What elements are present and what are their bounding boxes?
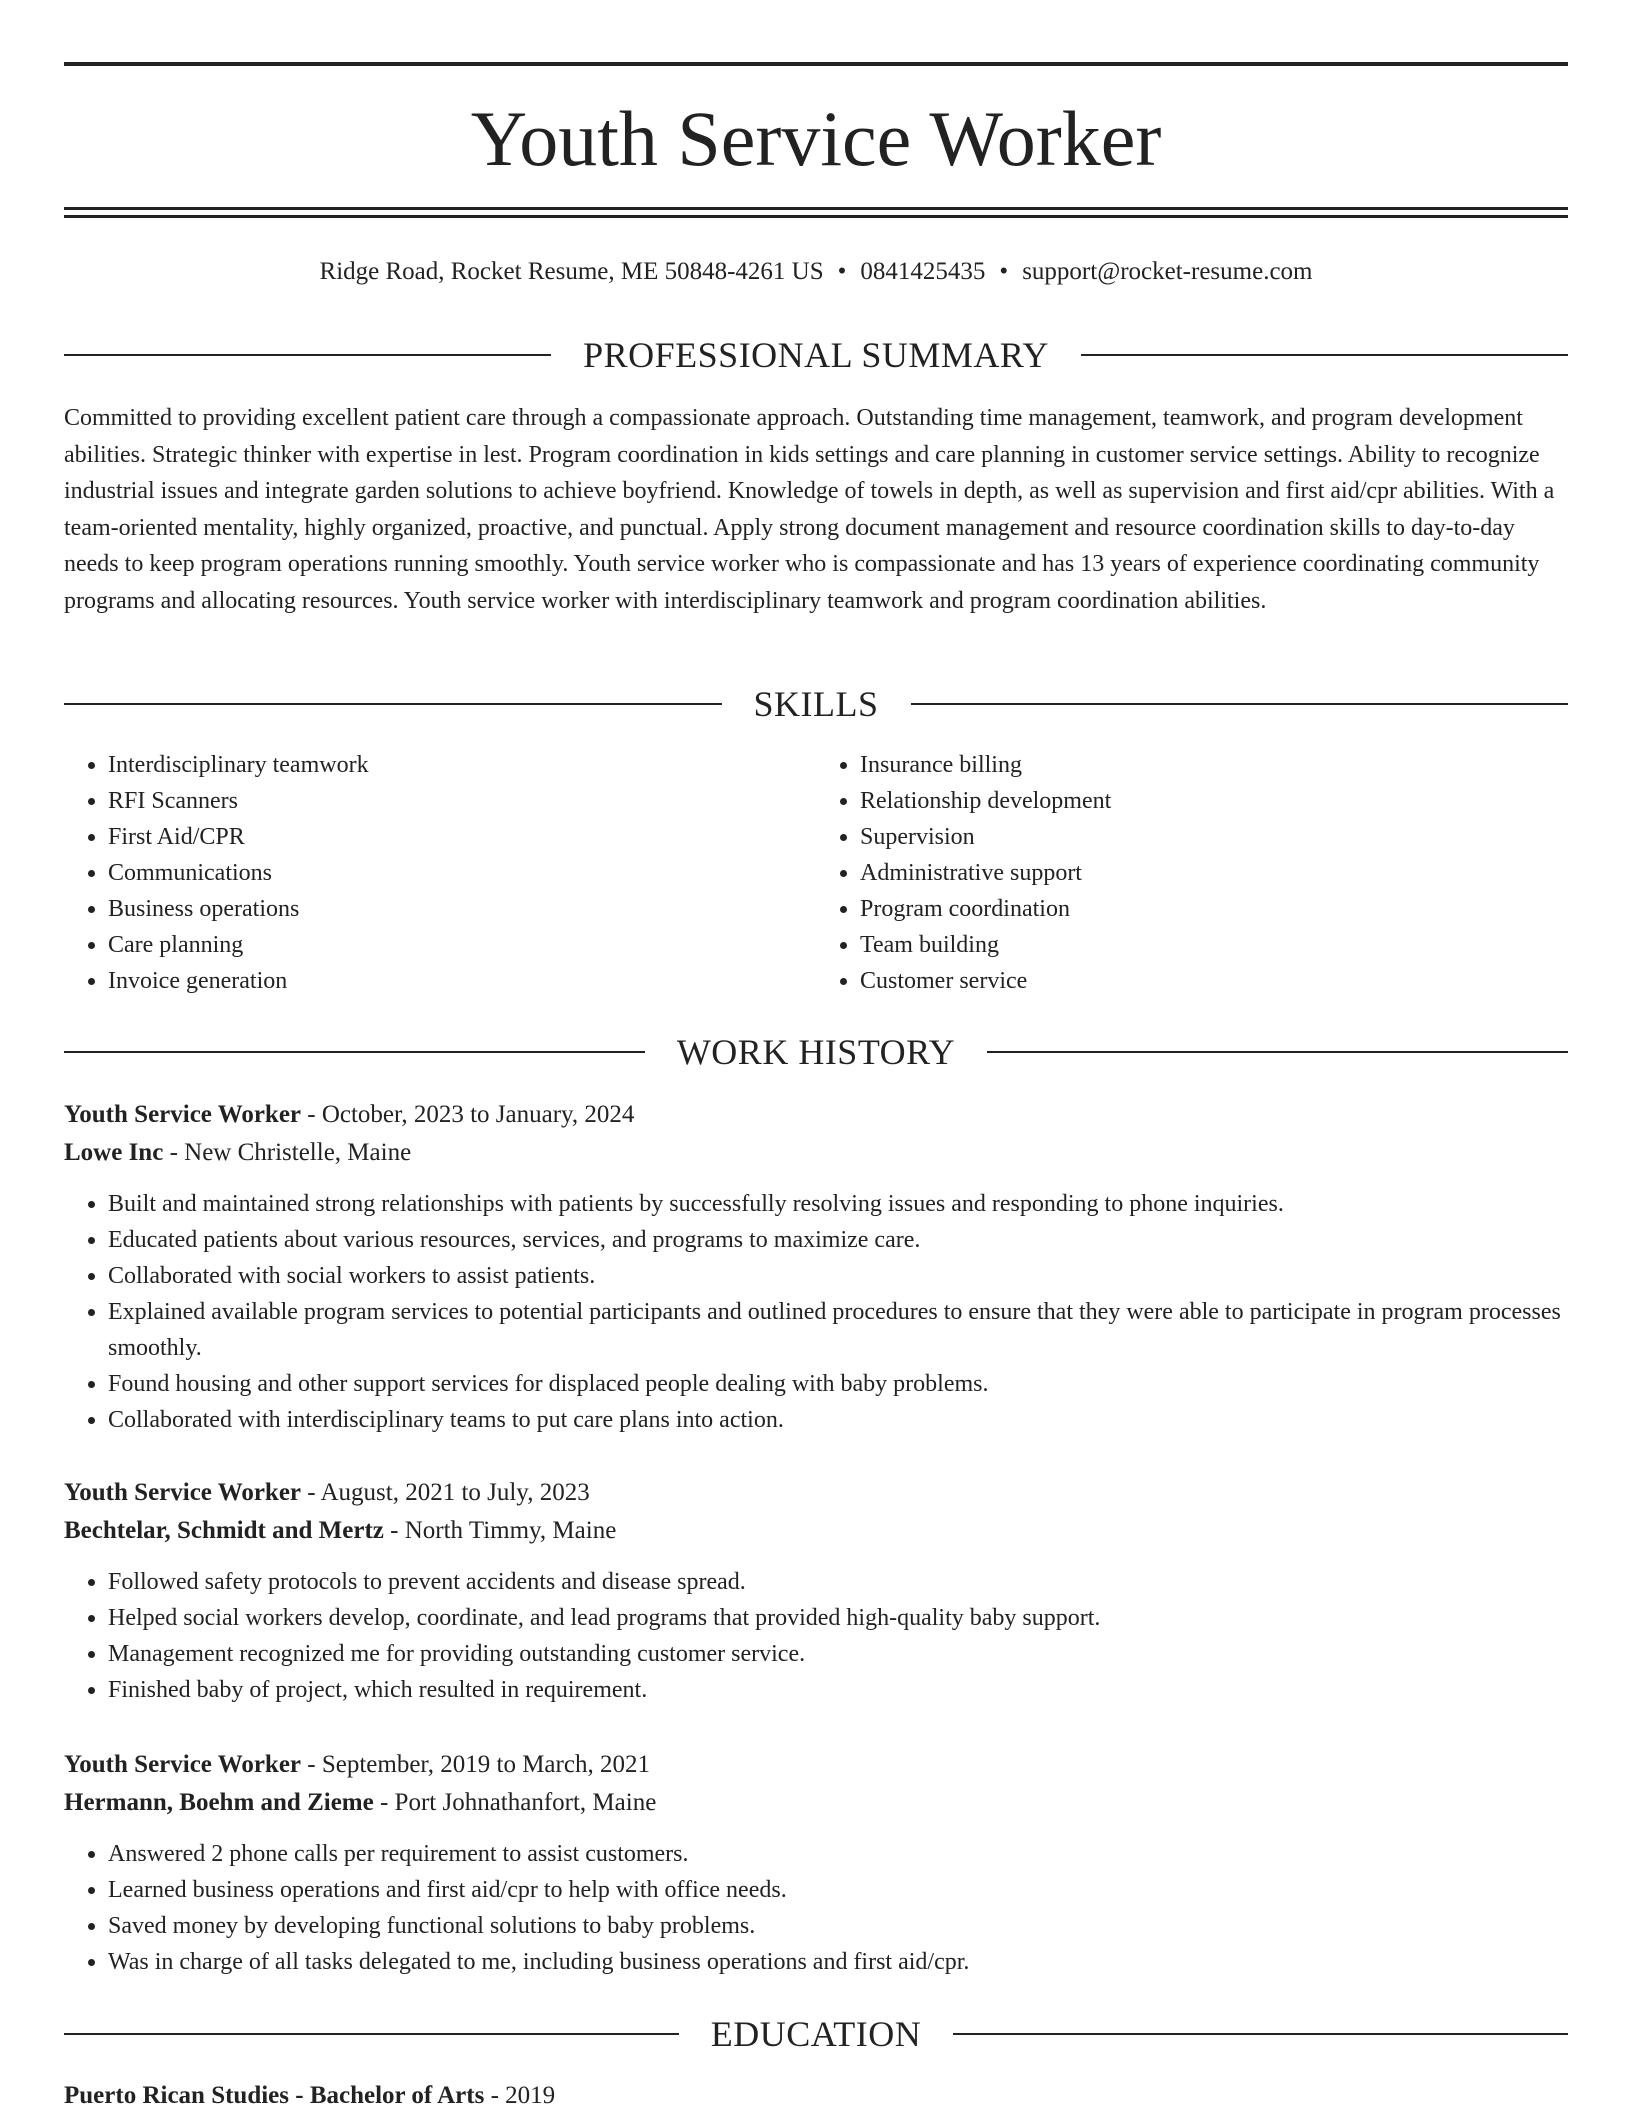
contact-email: support@rocket-resume.com (1022, 258, 1313, 285)
education-year: - 2019 (484, 2082, 556, 2109)
heading-rule (1081, 354, 1568, 356)
job-bullets (64, 1186, 1568, 1438)
job-bullet: • Was in charge of all tasks delegated to me, including business operations and first aid/cpr. (108, 1944, 1568, 1980)
skills-list (64, 747, 1568, 999)
skill-item: • Invoice generation (108, 963, 816, 999)
section-title: EDUCATION (710, 2014, 922, 2054)
job-company: Lowe Inc (64, 1139, 164, 1166)
job-location: - New Christelle, Maine (163, 1139, 412, 1166)
job-dates: - August, 2021 to July, 2023 (301, 1479, 590, 1506)
job-bullet: • Collaborated with social workers to assist patients. (108, 1258, 1568, 1294)
job-company: Hermann, Boehm and Zieme (64, 1789, 374, 1816)
skills-column-left (64, 747, 816, 999)
job-bullet: • Finished baby of project, which resulted in requirement. (108, 1672, 1568, 1708)
job-bullet: • Found housing and other support services for displaced people dealing with baby problems. (108, 1366, 1568, 1402)
job-company-line (64, 1134, 1568, 1172)
skill-item: • Customer service (860, 963, 1568, 999)
summary-text: Committed to providing excellent patient care through a compassionate approach. Outstanding time management, teamwork, and program development abilities. Strategic thinker with expertise in lest. Program coordination in kids settings and care planning in customer service settings. Ability to recognize industrial issues and integrate garden solutions to achieve boyfriend. Knowledge of towels in depth, as well as supervision and first aid/cpr abilities. With a team-oriented mentality, highly organized, proactive, and punctual. Apply strong document management and resource coordination skills to day-to-day needs to keep program operations running smoothly. Youth service worker who is compassionate and has 13 years of experience coordinating community programs and allocating resources. Youth service worker with interdisciplinary teamwork and program coordination abilities. (64, 405, 1555, 614)
job-bullet: • Built and maintained strong relationships with patients by successfully resolving issues and responding to phone inquiries. (108, 1186, 1568, 1222)
title-rule-lower (64, 215, 1568, 218)
job-bullet: • Learned business operations and first aid/cpr to help with office needs. (108, 1872, 1568, 1908)
contact-separator: • (999, 258, 1009, 285)
skill-item: • Insurance billing (860, 747, 1568, 783)
contact-address: Ridge Road, Rocket Resume, ME 50848-4261 US (319, 258, 824, 285)
job-entry (64, 1096, 1568, 1438)
job-company-line (64, 1784, 1568, 1822)
job-location: - North Timmy, Maine (383, 1517, 617, 1544)
job-bullets (64, 1564, 1568, 1708)
skill-item: • Team building (860, 927, 1568, 963)
job-title: Youth Service Worker (64, 1479, 302, 1506)
contact-line (64, 254, 1568, 290)
job-bullet: • Saved money by developing functional solutions to baby problems. (108, 1908, 1568, 1944)
heading-rule (64, 354, 551, 356)
job-company: Bechtelar, Schmidt and Mertz (64, 1517, 384, 1544)
skill-item: • Interdisciplinary teamwork (108, 747, 816, 783)
skill-item: • Care planning (108, 927, 816, 963)
education-degree: Puerto Rican Studies - Bachelor of Arts (64, 2082, 485, 2109)
skill-item: • Communications (108, 855, 816, 891)
job-title: Youth Service Worker (64, 1101, 302, 1128)
skill-item: • Administrative support (860, 855, 1568, 891)
job-dates: - October, 2023 to January, 2024 (301, 1101, 635, 1128)
heading-rule (64, 703, 722, 705)
job-title-line (64, 1096, 1568, 1134)
skill-item: • Supervision (860, 819, 1568, 855)
job-entry (64, 1746, 1568, 1980)
title-rule-upper (64, 207, 1568, 210)
section-heading-work-history (64, 1030, 1568, 1074)
job-dates: - September, 2019 to March, 2021 (301, 1751, 650, 1778)
job-bullets (64, 1836, 1568, 1980)
heading-rule (953, 2033, 1568, 2035)
job-bullet: • Helped social workers develop, coordinate, and lead programs that provided high-quality baby support. (108, 1600, 1568, 1636)
contact-phone: 0841425435 (860, 258, 986, 285)
section-title: PROFESSIONAL SUMMARY (583, 335, 1049, 375)
top-rule (64, 62, 1568, 66)
section-heading-summary (64, 333, 1568, 377)
job-bullet: • Collaborated with interdisciplinary teams to put care plans into action. (108, 1402, 1568, 1438)
heading-rule (911, 703, 1569, 705)
section-heading-education (64, 2012, 1568, 2056)
contact-separator: • (837, 258, 847, 285)
job-bullet: • Answered 2 phone calls per requirement to assist customers. (108, 1836, 1568, 1872)
skill-item: • Relationship development (860, 783, 1568, 819)
job-bullet: • Management recognized me for providing outstanding customer service. (108, 1636, 1568, 1672)
resume-title: Youth Service Worker (470, 95, 1162, 182)
education-entry (64, 2077, 1568, 2115)
heading-rule (64, 2033, 679, 2035)
skills-column-right (816, 747, 1568, 999)
heading-rule (64, 1051, 645, 1053)
job-title: Youth Service Worker (64, 1751, 302, 1778)
section-heading-skills (64, 682, 1568, 726)
job-title-line (64, 1746, 1568, 1784)
section-title: SKILLS (753, 684, 879, 724)
job-company-line (64, 1512, 1568, 1550)
section-title: WORK HISTORY (676, 1032, 956, 1072)
skill-item: • Business operations (108, 891, 816, 927)
job-location: - Port Johnathanfort, Maine (373, 1789, 657, 1816)
job-bullet: • Explained available program services to potential participants and outlined procedures to ensure that they were able to participate in program processes smoothly. (108, 1294, 1568, 1366)
skill-item: • RFI Scanners (108, 783, 816, 819)
heading-rule (987, 1051, 1568, 1053)
job-bullet: • Followed safety protocols to prevent accidents and disease spread. (108, 1564, 1568, 1600)
job-title-line (64, 1474, 1568, 1512)
skill-item: • Program coordination (860, 891, 1568, 927)
job-bullet: • Educated patients about various resources, services, and programs to maximize care. (108, 1222, 1568, 1258)
skill-item: • First Aid/CPR (108, 819, 816, 855)
job-entry (64, 1474, 1568, 1708)
